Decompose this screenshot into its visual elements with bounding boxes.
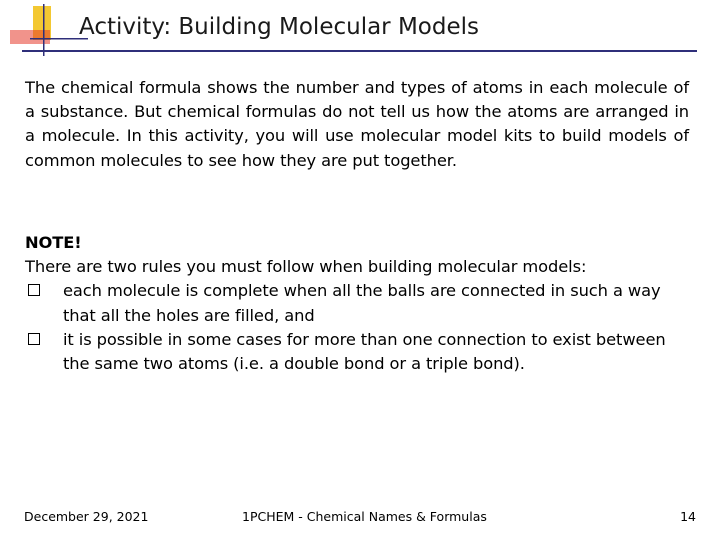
bullet-text: it is possible in some cases for more than one connection to exist between the same two atoms (i.e. a double bond or a triple bond). <box>63 329 666 374</box>
rules-intro: There are two rules you must follow when building molecular models: <box>25 257 587 277</box>
slide-title: Activity: Building Molecular Models <box>79 14 479 40</box>
bullet-text: each molecule is complete when all the balls are connected in such a way that all the holes are filled, and <box>63 281 661 325</box>
bullet-item <box>25 328 695 376</box>
intro-paragraph: The chemical formula shows the number and types of atoms in each molecule of a substance. But chemical formulas do not tell us how the atoms are arranged in a molecule. In this activity, you will use molecular model kits to build models of common molecules to see how they are put together. <box>25 78 689 170</box>
title-divider <box>22 50 697 52</box>
footer-course-title: 1PCHEM - Chemical Names & Formulas <box>242 509 487 524</box>
note-heading: NOTE! <box>25 233 82 252</box>
logo-vertical-line <box>43 4 45 56</box>
bullet-item <box>25 279 695 327</box>
footer-page-number: 14 <box>680 509 696 524</box>
bullet-square-icon <box>28 284 40 296</box>
note-section <box>25 231 695 376</box>
bullet-square-icon <box>28 333 40 345</box>
footer-date: December 29, 2021 <box>24 509 149 524</box>
